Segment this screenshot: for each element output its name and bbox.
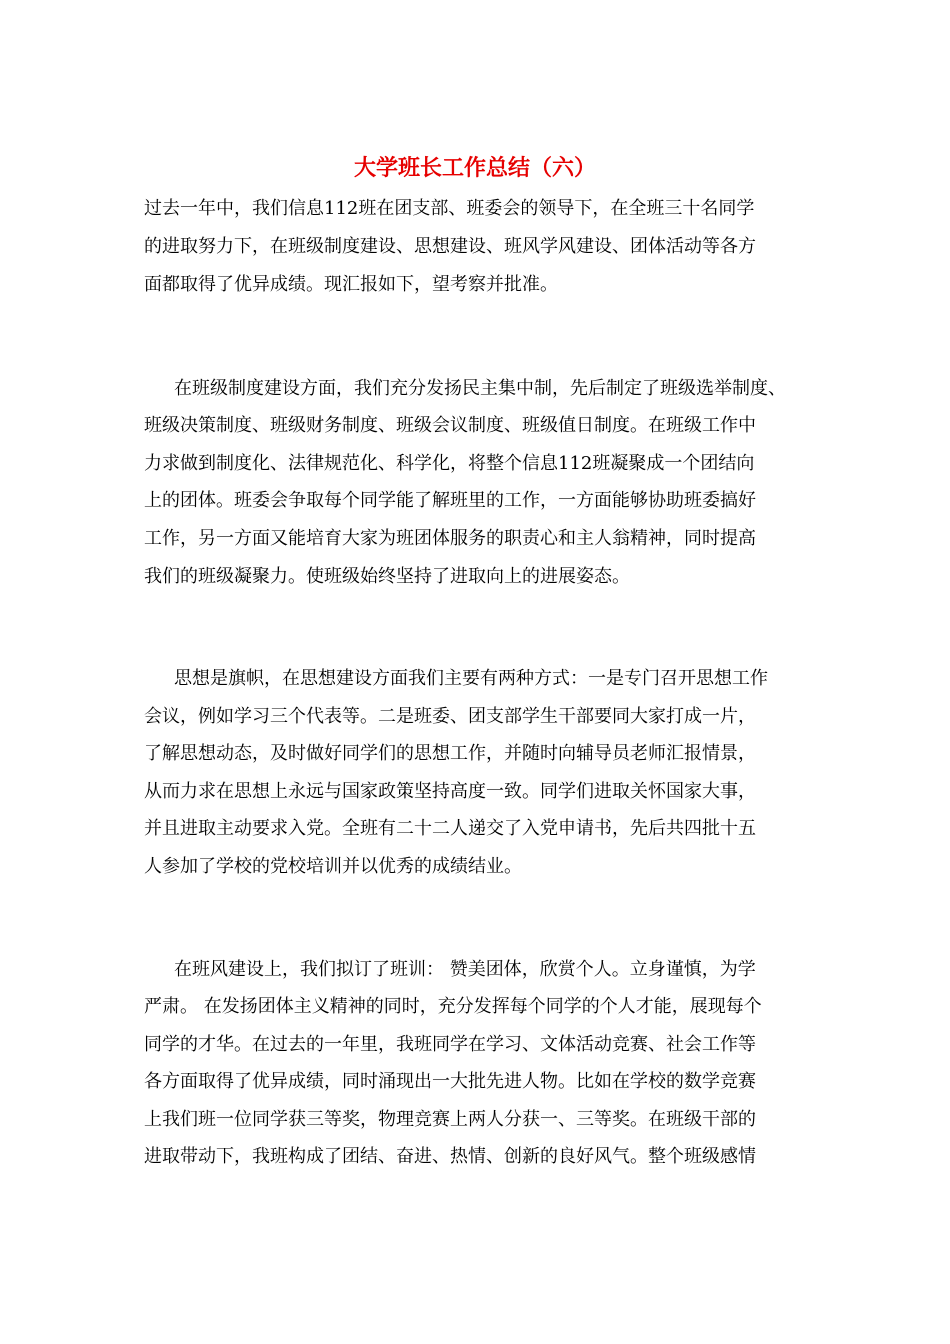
paragraph-1-line-1: 过去一年中，我们信息112班在团支部、班委会的领导下，在全班三十名同学	[144, 198, 755, 219]
paragraph-3-line-5: 并且进取主动要求入党。全班有二十二人递交了入党申请书，先后共四批十五	[144, 818, 756, 839]
paragraph-3-line-1: 思想是旗帜，在思想建设方面我们主要有两种方式：一是专门召开思想工作	[174, 668, 768, 689]
paragraph-2-line-4: 上的团体。班委会争取每个同学能了解班里的工作，一方面能够协助班委搞好	[144, 490, 756, 511]
paragraph-4-line-6: 进取带动下，我班构成了团结、奋进、热情、创新的良好风气。整个班级感情	[144, 1146, 756, 1167]
paragraph-1-line-3: 面都取得了优异成绩。现汇报如下，望考察并批准。	[144, 274, 558, 295]
paragraph-2-line-1: 在班级制度建设方面，我们充分发扬民主集中制，先后制定了班级选举制度、	[174, 378, 786, 399]
paragraph-2-line-6: 我们的班级凝聚力。使班级始终坚持了进取向上的进展姿态。	[144, 566, 630, 587]
paragraph-1-line-2: 的进取努力下，在班级制度建设、思想建设、班风学风建设、团体活动等各方	[144, 236, 756, 257]
paragraph-3-line-3: 了解思想动态，及时做好同学们的思想工作，并随时向辅导员老师汇报情景，	[144, 743, 756, 764]
paragraph-4-line-4: 各方面取得了优异成绩，同时涌现出一大批先进人物。比如在学校的数学竞赛	[144, 1071, 756, 1092]
paragraph-2-line-2: 班级决策制度、班级财务制度、班级会议制度、班级值日制度。在班级工作中	[144, 415, 756, 436]
page-title: 大学班长工作总结（六）	[353, 155, 596, 181]
paragraph-4-line-1: 在班风建设上，我们拟订了班训： 赞美团体，欣赏个人。立身谨慎，为学	[174, 959, 756, 980]
paragraph-4-line-2: 严肃。 在发扬团体主义精神的同时，充分发挥每个同学的个人才能，展现每个	[144, 996, 762, 1017]
paragraph-4-line-5: 上我们班一位同学获三等奖，物理竞赛上两人分获一、三等奖。在班级干部的	[144, 1109, 756, 1130]
paragraph-2-line-5: 工作，另一方面又能培育大家为班团体服务的职责心和主人翁精神，同时提高	[144, 528, 756, 549]
paragraph-3-line-6: 人参加了学校的党校培训并以优秀的成绩结业。	[144, 856, 522, 877]
paragraph-2-line-3: 力求做到制度化、法律规范化、科学化，将整个信息112班凝聚成一个团结向	[144, 453, 755, 474]
paragraph-4-line-3: 同学的才华。在过去的一年里，我班同学在学习、文体活动竞赛、社会工作等	[144, 1034, 756, 1055]
paragraph-3-line-2: 会议，例如学习三个代表等。二是班委、团支部学生干部要同大家打成一片，	[144, 706, 756, 727]
paragraph-3-line-4: 从而力求在思想上永远与国家政策坚持高度一致。同学们进取关怀国家大事，	[144, 781, 756, 802]
